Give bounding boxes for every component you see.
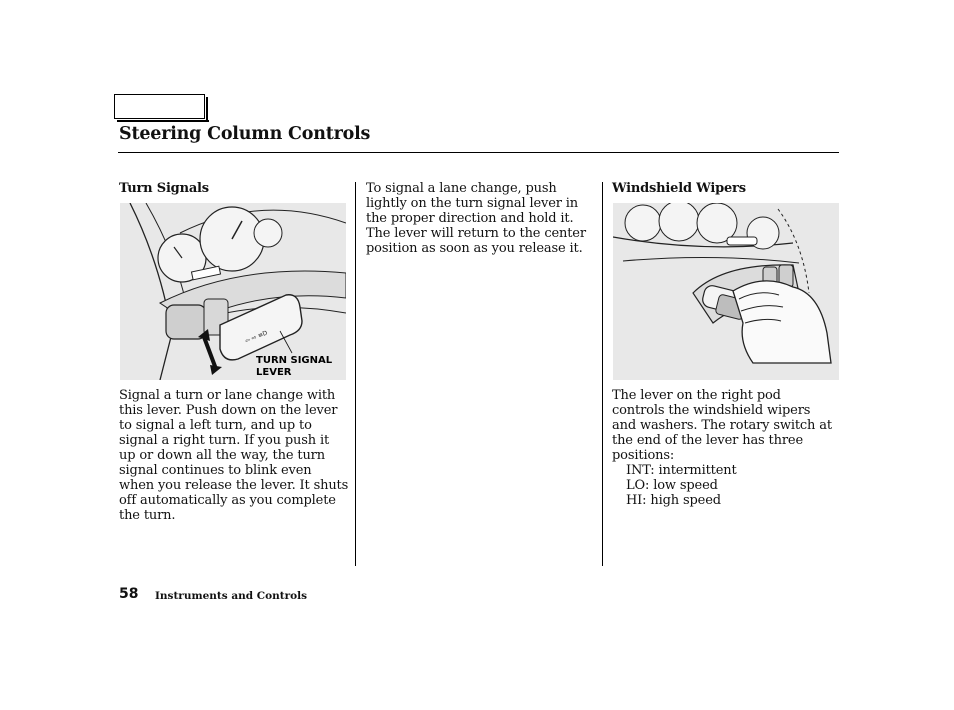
callout-line-2: LEVER [256, 367, 292, 378]
turn-signals-paragraph: Signal a turn or lane change with this lever. Push down on the lever to signal a left turn, and up to signal a right turn. If you push it up or down all the way, the turn signal continues to blink even when you release the lever. It shuts off automatically as you complete the turn. [119, 388, 349, 523]
windshield-wipers-heading: Windshield Wipers [612, 181, 746, 196]
position-int: INT: intermittent [626, 463, 737, 478]
turn-signals-heading: Turn Signals [119, 181, 209, 196]
turn-signal-lever-callout [256, 355, 332, 379]
page-number: 58 [119, 586, 139, 602]
turn-signal-lever-illustration [120, 203, 346, 380]
nav-box [114, 94, 205, 119]
wipers-paragraph [612, 388, 836, 508]
callout-line-1: TURN SIGNAL [256, 355, 333, 366]
lane-change-paragraph: To signal a lane change, push lightly on the turn signal lever in the proper direction and hold it. The lever will return to the center position as soon as you release it. [366, 181, 586, 256]
column-divider-1 [355, 182, 356, 566]
page-title: Steering Column Controls [119, 124, 371, 144]
title-divider [118, 152, 839, 153]
windshield-wiper-lever-illustration [613, 203, 839, 380]
section-name: Instruments and Controls [155, 590, 308, 602]
svg-text:⇦ ⇨ ≡D: ⇦ ⇨ ≡D [244, 329, 269, 345]
position-lo: LO: low speed [626, 478, 718, 493]
wipers-description: The lever on the right pod controls the windshield wipers and washers. The rotary switch at the end of the lever has three positions: [612, 388, 832, 463]
column-divider-2 [602, 182, 603, 566]
position-hi: HI: high speed [626, 493, 721, 508]
